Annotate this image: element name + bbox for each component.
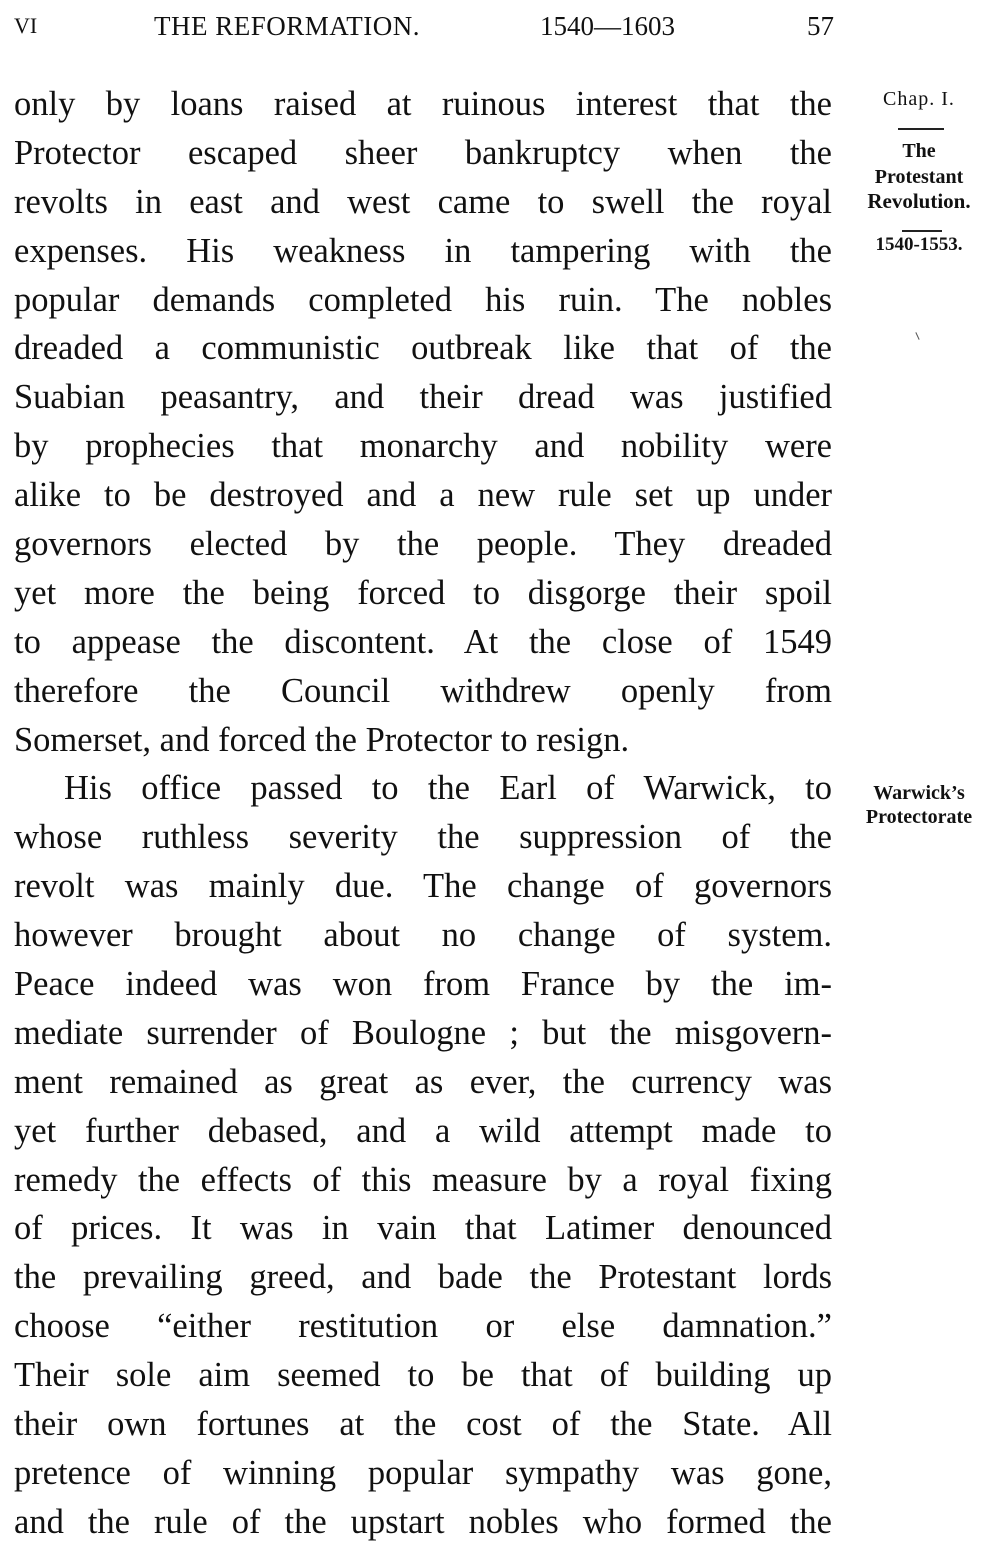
- divider: [898, 128, 944, 130]
- text-line: mediate surrender of Boulogne ; but the misgovern-: [14, 1013, 832, 1052]
- text-line: pretence of winning popular sympathy was gone,: [14, 1453, 832, 1492]
- margin-notes: [838, 80, 1000, 1540]
- text-line: only by loans raised at ruinous interest that the: [14, 85, 832, 123]
- running-dates: 1540—1603: [540, 11, 675, 41]
- text-line: to appease the discontent. At the close of 1549: [14, 622, 832, 661]
- text-line: alike to be destroyed and a new rule set up under: [14, 476, 832, 515]
- divider: [902, 230, 942, 232]
- chapter-label: Chap. I.: [883, 88, 955, 110]
- text-line: Their sole aim seemed to be that of building up: [14, 1356, 832, 1395]
- text-line: ment remained as great as ever, the currency was: [14, 1062, 832, 1101]
- text-line: popular demands completed his ruin. The nobles: [14, 280, 832, 319]
- text-line: governors elected by the people. They dreaded: [14, 525, 832, 564]
- text-line: dreaded a communistic outbreak like that of the: [14, 329, 832, 368]
- text-line: by prophecies that monarchy and nobility were: [14, 427, 832, 466]
- sidenote-topic-line: Protestant: [874, 166, 964, 188]
- text-line: choose “either restitution or else damnation.”: [14, 1307, 832, 1346]
- text-line: revolt was mainly due. The change of governors: [14, 867, 832, 906]
- sidenote-dates: 1540-1553.: [875, 234, 963, 255]
- text-line: of prices. It was in vain that Latimer denounced: [14, 1209, 832, 1248]
- text-line: therefore the Council withdrew openly from: [14, 671, 832, 710]
- text-line: the prevailing greed, and bade the Protestant lords: [14, 1258, 832, 1297]
- body-text: [14, 80, 832, 1547]
- sidenote-topic-line: Revolution.: [867, 189, 971, 213]
- text-line: revolts in east and west came to swell the royal: [14, 182, 832, 221]
- text-line: whose ruthless severity the suppression of the: [14, 818, 832, 857]
- sidenote-protectorate: Protectorate: [865, 806, 973, 828]
- sidenote-topic-line: The: [902, 140, 936, 162]
- paragraph-first-line: His office passed to the Earl of Warwick, to: [64, 769, 832, 808]
- sidenote-warwick: Warwick’s: [873, 782, 965, 804]
- text-line: Protector escaped sheer bankruptcy when the: [14, 133, 832, 172]
- text-line: their own fortunes at the cost of the State. All: [14, 1405, 832, 1444]
- running-head: [14, 8, 834, 44]
- text-line: and the rule of the upstart nobles who formed the: [14, 1502, 832, 1541]
- text-line: Suabian peasantry, and their dread was justified: [14, 378, 832, 417]
- page-number: 57: [807, 11, 834, 41]
- text-line: remedy the effects of this measure by a royal fixing: [14, 1160, 832, 1199]
- text-line: expenses. His weakness in tampering with the: [14, 231, 832, 270]
- text-line: however brought about no change of system.: [14, 916, 832, 955]
- stray-mark: [915, 332, 919, 340]
- paragraph-last-line: Somerset, and forced the Protector to resign.: [14, 720, 630, 759]
- text-line: Peace indeed was won from France by the im-: [14, 965, 832, 1004]
- section-number: VI: [14, 13, 38, 38]
- text-line: yet more the being forced to disgorge their spoil: [14, 573, 832, 612]
- running-title: THE REFORMATION.: [154, 11, 421, 41]
- text-line: yet further debased, and a wild attempt made to: [14, 1111, 832, 1150]
